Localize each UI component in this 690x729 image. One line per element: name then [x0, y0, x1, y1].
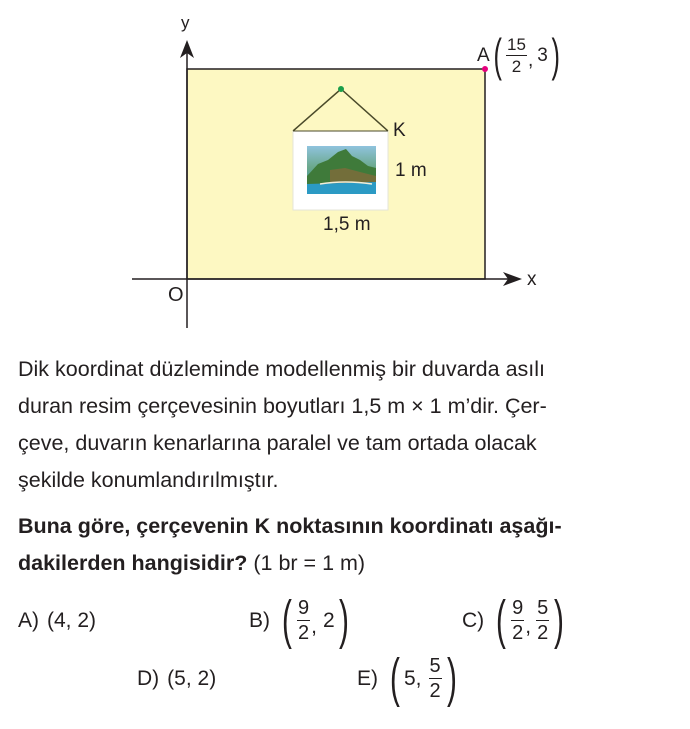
option-d-label: D) [137, 667, 160, 690]
option-b-label: B) [249, 608, 270, 632]
point-a-x-numerator: 15 [507, 34, 526, 54]
option-e-y-numerator: 5 [429, 654, 441, 677]
left-paren: ( [496, 590, 507, 650]
option-e-y-denominator: 2 [429, 679, 441, 702]
axis-y-label: y [181, 13, 190, 32]
frame-height-label: 1 m [395, 160, 427, 181]
paragraph-line-2: duran resim çerçevesinin boyutları 1,5 m × 1 m’dir. Çer- [18, 394, 547, 418]
option-e-separator: , [415, 666, 422, 690]
paragraph-line-4: şekilde konumlandırılmıştır. [18, 468, 279, 492]
question-line-2: dakilerden hangisidir? [18, 551, 248, 575]
option-c-y-denominator: 2 [537, 621, 549, 644]
point-a-name: A [477, 44, 490, 66]
frame-width-label: 1,5 m [323, 214, 371, 235]
paragraph-line-3: çeve, duvarın kenarlarına paralel ve tam ortada olacak [18, 431, 537, 455]
right-paren: ) [554, 590, 565, 650]
right-paren: ) [338, 590, 349, 650]
option-c[interactable] [462, 590, 568, 650]
option-c-x-fraction [511, 598, 524, 643]
left-paren: ( [390, 648, 400, 708]
point-a-separator: , [527, 49, 534, 71]
point-k-label: K [393, 120, 406, 141]
left-paren: ( [282, 590, 292, 650]
option-c-y-fraction [536, 598, 549, 643]
option-c-x-numerator: 9 [512, 596, 524, 619]
option-e[interactable] [357, 648, 461, 708]
option-b-y: 2 [322, 608, 335, 632]
option-e-label: E) [357, 666, 378, 690]
point-a-x-fraction [506, 36, 527, 75]
hook-icon [338, 86, 344, 92]
point-a-y: 3 [537, 44, 548, 66]
option-c-x-denominator: 2 [512, 621, 524, 644]
paragraph-line-1: Dik koordinat düzleminde modellenmiş bir duvarda asılı [18, 357, 546, 381]
point-a-x-denominator: 2 [511, 56, 522, 76]
option-e-y-fraction [429, 656, 442, 701]
option-c-y-numerator: 5 [537, 596, 549, 619]
option-a-label: A) [18, 609, 39, 632]
option-a-value: (4, 2) [47, 609, 97, 632]
option-b-x-numerator: 9 [297, 596, 310, 619]
figure-svg [0, 0, 690, 340]
coordinate-figure [0, 0, 690, 340]
origin-label: O [168, 284, 184, 306]
right-paren: ) [551, 29, 560, 81]
right-paren: ) [446, 648, 457, 708]
option-c-label: C) [462, 608, 485, 632]
option-d-value: (5, 2) [167, 667, 217, 690]
option-e-x: 5 [403, 666, 416, 690]
option-b-separator: , [311, 614, 317, 638]
option-b-x-fraction [297, 598, 310, 643]
question-unit-note: (1 br = 1 m) [253, 551, 366, 575]
option-b-x-denominator: 2 [297, 621, 310, 644]
landscape-picture-icon [307, 146, 376, 194]
option-d[interactable] [137, 668, 216, 689]
left-paren: ( [493, 29, 502, 81]
axis-x-label: x [527, 269, 537, 290]
point-a-label [477, 29, 563, 81]
question-line-1: Buna göre, çerçevenin K noktasının koordinatı aşağı- [18, 514, 562, 538]
option-a[interactable] [18, 610, 96, 631]
option-c-separator: , [525, 614, 532, 638]
option-b[interactable] [249, 590, 353, 650]
